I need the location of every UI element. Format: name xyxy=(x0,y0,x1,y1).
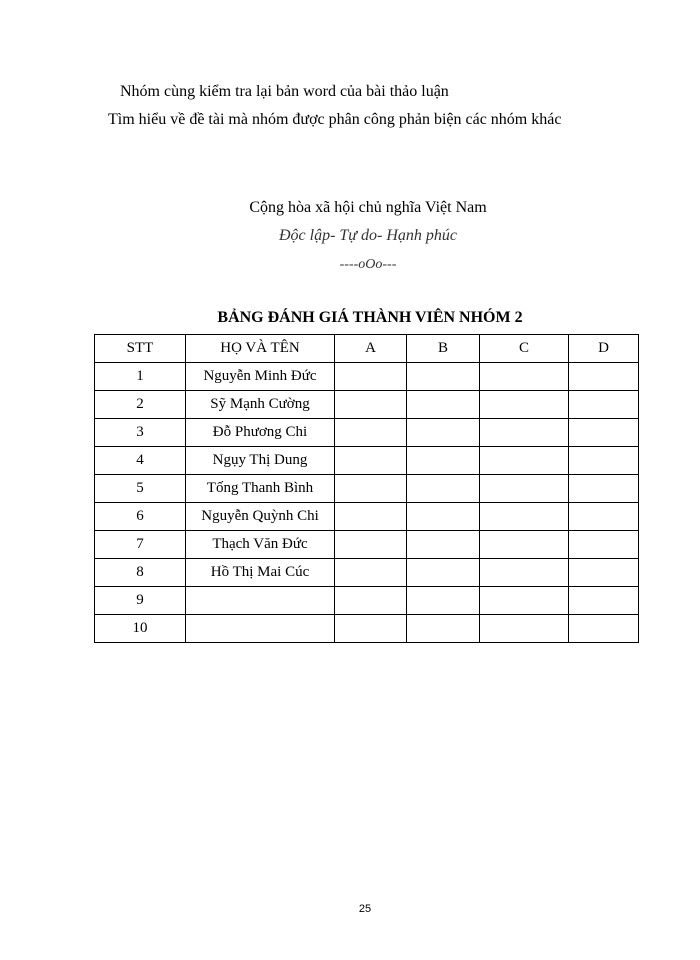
table-row xyxy=(95,475,639,503)
header-b: B xyxy=(407,335,480,363)
table-row xyxy=(95,615,639,643)
cell-a xyxy=(335,363,407,391)
cell-b xyxy=(407,447,480,475)
cell-a xyxy=(335,587,407,615)
cell-name: Tống Thanh Bình xyxy=(186,475,335,503)
cell-b xyxy=(407,419,480,447)
cell-name: Đỗ Phương Chi xyxy=(186,419,335,447)
cell-d xyxy=(569,475,639,503)
cell-a xyxy=(335,615,407,643)
cell-c xyxy=(480,615,569,643)
intro-line-2: Tìm hiểu về đề tài mà nhóm được phân công phản biện các nhóm khác xyxy=(108,111,562,128)
cell-d xyxy=(569,363,639,391)
cell-name xyxy=(186,587,335,615)
cell-b xyxy=(407,587,480,615)
cell-c xyxy=(480,447,569,475)
table-row xyxy=(95,587,639,615)
cell-c xyxy=(480,559,569,587)
header-d: D xyxy=(569,335,639,363)
cell-name xyxy=(186,615,335,643)
cell-b xyxy=(407,559,480,587)
table-title: BẢNG ĐÁNH GIÁ THÀNH VIÊN NHÓM 2 xyxy=(217,309,523,326)
cell-a xyxy=(335,559,407,587)
cell-c xyxy=(480,363,569,391)
cell-d xyxy=(569,447,639,475)
cell-d xyxy=(569,391,639,419)
header-a: A xyxy=(335,335,407,363)
cell-a xyxy=(335,419,407,447)
table-body xyxy=(95,363,639,643)
cell-c xyxy=(480,475,569,503)
evaluation-table xyxy=(94,334,639,643)
intro-line-1: Nhóm cùng kiểm tra lại bản word của bài thảo luận xyxy=(120,83,449,100)
cell-stt: 5 xyxy=(95,475,186,503)
cell-a xyxy=(335,503,407,531)
cell-b xyxy=(407,363,480,391)
header-stt: STT xyxy=(95,335,186,363)
cell-name: Thạch Văn Đức xyxy=(186,531,335,559)
cell-name: Nguyễn Quỳnh Chi xyxy=(186,503,335,531)
cell-c xyxy=(480,391,569,419)
header-name: HỌ VÀ TÊN xyxy=(186,335,335,363)
cell-a xyxy=(335,447,407,475)
cell-d xyxy=(569,419,639,447)
cell-a xyxy=(335,475,407,503)
cell-b xyxy=(407,475,480,503)
cell-name: Nguyễn Minh Đức xyxy=(186,363,335,391)
cell-d xyxy=(569,503,639,531)
table-row xyxy=(95,419,639,447)
table-header-row xyxy=(95,335,639,363)
cell-name: Hồ Thị Mai Cúc xyxy=(186,559,335,587)
cell-b xyxy=(407,615,480,643)
table-row xyxy=(95,503,639,531)
cell-d xyxy=(569,587,639,615)
cell-c xyxy=(480,531,569,559)
cell-stt: 6 xyxy=(95,503,186,531)
cell-c xyxy=(480,503,569,531)
cell-d xyxy=(569,531,639,559)
header-c: C xyxy=(480,335,569,363)
cell-stt: 3 xyxy=(95,419,186,447)
cell-stt: 4 xyxy=(95,447,186,475)
national-motto: Độc lập- Tự do- Hạnh phúc xyxy=(278,227,458,244)
table-row xyxy=(95,391,639,419)
cell-b xyxy=(407,503,480,531)
ornament-divider: ----oOo--- xyxy=(339,257,397,272)
cell-c xyxy=(480,587,569,615)
cell-d xyxy=(569,559,639,587)
cell-stt: 9 xyxy=(95,587,186,615)
table-row xyxy=(95,531,639,559)
table-row xyxy=(95,447,639,475)
cell-stt: 1 xyxy=(95,363,186,391)
cell-a xyxy=(335,391,407,419)
cell-d xyxy=(569,615,639,643)
cell-stt: 8 xyxy=(95,559,186,587)
cell-name: Ngụy Thị Dung xyxy=(186,447,335,475)
cell-stt: 7 xyxy=(95,531,186,559)
cell-a xyxy=(335,531,407,559)
page-number: 25 xyxy=(358,903,372,915)
table-row xyxy=(95,363,639,391)
cell-b xyxy=(407,531,480,559)
cell-b xyxy=(407,391,480,419)
cell-name: Sỹ Mạnh Cường xyxy=(186,391,335,419)
country-name: Cộng hòa xã hội chủ nghĩa Việt Nam xyxy=(249,199,487,216)
cell-stt: 2 xyxy=(95,391,186,419)
cell-c xyxy=(480,419,569,447)
cell-stt: 10 xyxy=(95,615,186,643)
table-row xyxy=(95,559,639,587)
